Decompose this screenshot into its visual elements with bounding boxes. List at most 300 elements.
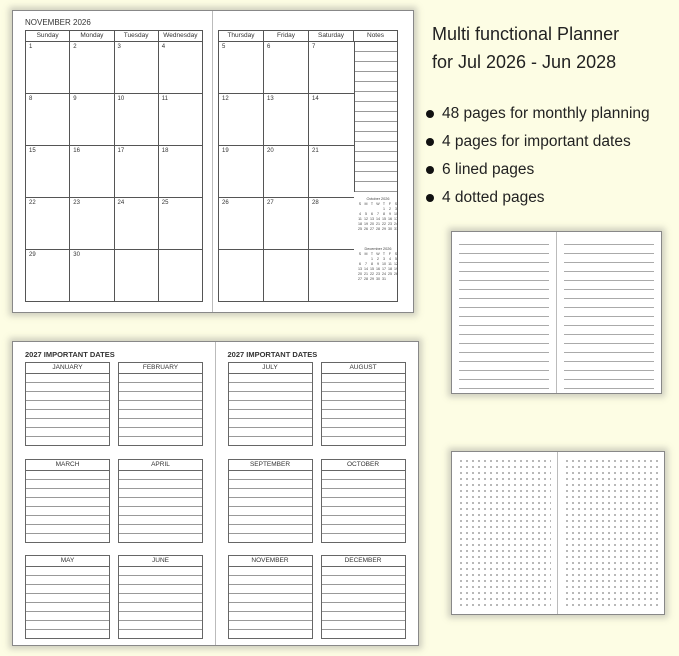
day-cell: 27 [264, 198, 309, 249]
day-cell: 21 [312, 148, 319, 154]
month-line [26, 576, 109, 585]
bullet-dot-icon [426, 138, 434, 146]
mini-calendar-day: 20 [370, 222, 374, 226]
month-line [26, 480, 109, 489]
month-line [322, 392, 405, 401]
lined-right-page [557, 232, 662, 393]
mini-calendar-day [393, 277, 399, 282]
week-row [219, 250, 354, 302]
weekday-label: Friday [264, 31, 309, 41]
mini-calendar-weekday: T [370, 252, 374, 256]
mini-calendar-day: 18 [358, 222, 362, 226]
mini-calendar-day: 12 [364, 217, 368, 221]
mini-calendar-day: 15 [382, 217, 386, 221]
mini-calendar-day: 27 [370, 227, 374, 231]
mini-calendar-day: 1 [383, 207, 385, 211]
day-cell: 20 [264, 146, 309, 197]
month-line [229, 594, 312, 603]
ruled-line [564, 236, 655, 245]
month-line [322, 383, 405, 392]
notes-line [355, 82, 397, 92]
ruled-line [564, 335, 655, 344]
notes-line [355, 62, 397, 72]
ruled-line [459, 272, 549, 281]
mini-calendar-day: 5 [395, 257, 397, 261]
month-line [119, 437, 202, 446]
notes-line [355, 142, 397, 152]
month-line [26, 374, 109, 383]
mini-calendar-title: October 2026 [366, 197, 390, 201]
month-line [26, 630, 109, 639]
mini-calendar-weekday: T [370, 202, 374, 206]
ruled-line [564, 371, 655, 380]
headline-line-2: for Jul 2026 - Jun 2028 [432, 52, 617, 72]
mini-calendar-day: 16 [376, 267, 380, 271]
notes-line [355, 172, 397, 182]
feature-text: 48 pages for monthly planning [442, 105, 650, 122]
mini-calendar-day: 28 [376, 227, 380, 231]
mini-calendar-day: 25 [388, 272, 392, 276]
day-cell: 7 [312, 44, 316, 50]
week-row [26, 250, 202, 302]
month-line [322, 498, 405, 507]
ruled-line [564, 272, 655, 281]
ruled-line [564, 380, 655, 389]
week-row [219, 42, 354, 94]
month-line [229, 419, 312, 428]
day-cell: 1 [26, 42, 70, 93]
mini-calendar-day: 21 [376, 222, 380, 226]
week-row [26, 94, 202, 146]
month-line [322, 585, 405, 594]
month-line [322, 576, 405, 585]
mini-calendar-day: 14 [376, 217, 380, 221]
month-line [322, 401, 405, 410]
important-dates-left-page [13, 342, 216, 645]
month-line [229, 585, 312, 594]
ruled-line [564, 299, 655, 308]
ruled-line [459, 371, 549, 380]
mini-calendar-day: 19 [364, 222, 368, 226]
month-line [119, 594, 202, 603]
month-line [229, 392, 312, 401]
headline-line-1: Multi functional Planner [432, 24, 620, 44]
mini-calendar-day: 26 [364, 227, 368, 231]
ruled-line [459, 245, 549, 254]
month-box [321, 459, 406, 543]
month-line [119, 534, 202, 543]
mini-calendar-day: 14 [364, 267, 368, 271]
calendar-right-page [213, 11, 413, 312]
month-name: APRIL [119, 460, 202, 471]
month-line [119, 410, 202, 419]
month-line [119, 428, 202, 437]
notes-line [355, 182, 397, 192]
month-name: SEPTEMBER [229, 460, 312, 471]
day-cell [309, 250, 354, 301]
ruled-line [564, 326, 655, 335]
mini-calendar-day: 28 [364, 277, 368, 281]
mini-calendar-weekday: T [382, 252, 386, 256]
mini-calendar-weekday: W [376, 252, 380, 256]
day-cell: 2 [70, 42, 114, 93]
week-row [26, 42, 202, 94]
weekday-label: Saturday [309, 31, 354, 41]
mini-calendar-day: 12 [394, 262, 398, 266]
important-dates-right-page [216, 342, 419, 645]
month-line [229, 621, 312, 630]
mini-calendar-day: 6 [359, 262, 361, 266]
ruled-line [564, 245, 655, 254]
ruled-line [459, 236, 549, 245]
mini-calendar-day: 15 [370, 267, 374, 271]
month-line [229, 410, 312, 419]
month-line [26, 410, 109, 419]
month-line [26, 437, 109, 446]
mini-calendar-day: 25 [358, 227, 362, 231]
month-line [26, 498, 109, 507]
day-cell: 6 [264, 42, 309, 93]
lined-area-left [459, 236, 549, 389]
mini-calendar-day: 21 [364, 272, 368, 276]
mini-calendar-day: 2 [377, 257, 379, 261]
month-line [322, 621, 405, 630]
month-line [322, 603, 405, 612]
ruled-line [564, 281, 655, 290]
calendar-spread [12, 10, 414, 313]
bullet-dot-icon [426, 110, 434, 118]
mini-calendar-day: 31 [394, 227, 398, 231]
day-cell: 5 [219, 42, 264, 93]
mini-calendar-day: 23 [376, 272, 380, 276]
day-cell: 25 [161, 200, 169, 206]
mini-calendar-day: 29 [382, 227, 386, 231]
mini-calendar-day: 3 [383, 257, 385, 261]
ruled-line [459, 362, 549, 371]
day-cell [115, 250, 159, 302]
ruled-line [459, 299, 549, 308]
month-box [25, 362, 110, 446]
month-line [26, 594, 109, 603]
month-line [119, 516, 202, 525]
mini-calendar-day: 19 [394, 267, 398, 271]
month-line [322, 630, 405, 639]
month-line [229, 603, 312, 612]
month-name: JUNE [119, 556, 202, 567]
month-line [119, 630, 202, 639]
week-row [219, 94, 354, 146]
month-line [119, 498, 202, 507]
feature-text: 4 pages for important dates [442, 133, 631, 150]
mini-calendar-weekday: S [394, 202, 398, 206]
bullet-dot-icon [426, 194, 434, 202]
day-cell: 3 [115, 42, 159, 93]
month-line [322, 410, 405, 419]
ruled-line [459, 380, 549, 389]
month-line [26, 525, 109, 534]
calendar-left-page [13, 11, 213, 312]
notes-line [355, 112, 397, 122]
mini-calendar-day: 9 [377, 262, 379, 266]
month-line [119, 603, 202, 612]
dotted-area-left [458, 458, 551, 608]
month-line [26, 534, 109, 543]
ruled-line [459, 281, 549, 290]
mini-calendar-day: 18 [388, 267, 392, 271]
weekday-header-row [26, 31, 202, 42]
month-line [26, 516, 109, 525]
dotted-pages-preview [451, 451, 665, 615]
mini-calendar-day: 24 [382, 272, 386, 276]
day-cell: 28 [312, 200, 319, 206]
mini-calendar-day: 17 [382, 267, 386, 271]
lined-left-page [452, 232, 557, 393]
day-cell: 8 [26, 94, 70, 145]
weekday-label: Monday [70, 31, 114, 41]
month-line [229, 525, 312, 534]
month-line [26, 603, 109, 612]
month-box [25, 459, 110, 543]
month-box [321, 555, 406, 639]
dotted-left-page [452, 452, 558, 614]
mini-calendar-day: 5 [365, 212, 367, 216]
dotted-right-page [558, 452, 664, 614]
mini-calendar-day: 20 [358, 272, 362, 276]
month-line [119, 576, 202, 585]
mini-calendar [357, 197, 399, 232]
notes-line [355, 92, 397, 102]
notes-line [355, 72, 397, 82]
month-line [119, 489, 202, 498]
notes-line [355, 42, 397, 52]
month-name: NOVEMBER [229, 556, 312, 567]
mini-calendar [357, 247, 399, 282]
calendar-title: NOVEMBER 2026 [25, 18, 91, 27]
mini-calendar-weekday: S [358, 202, 362, 206]
day-cell [264, 250, 309, 301]
mini-calendar-weekday: T [382, 202, 386, 206]
weekday-label: Sunday [26, 31, 70, 41]
mini-calendar-day: 1 [371, 257, 373, 261]
ruled-line [459, 353, 549, 362]
month-line [322, 437, 405, 446]
month-line [322, 567, 405, 576]
notes-label: Notes [367, 32, 384, 39]
mini-calendar-day: 2 [389, 207, 391, 211]
month-name: AUGUST [322, 363, 405, 374]
notes-column [354, 42, 397, 192]
month-line [322, 480, 405, 489]
mini-calendar-day: 6 [371, 212, 373, 216]
mini-calendar-day: 8 [371, 262, 373, 266]
month-line [322, 374, 405, 383]
month-line [119, 507, 202, 516]
feature-item [424, 156, 650, 184]
month-line [322, 419, 405, 428]
month-line [229, 507, 312, 516]
notes-line [355, 122, 397, 132]
mini-calendar-day: 16 [388, 217, 392, 221]
month-line [229, 480, 312, 489]
month-line [26, 471, 109, 480]
month-line [119, 585, 202, 594]
mini-calendar-day: 11 [388, 262, 392, 266]
month-line [229, 516, 312, 525]
weekday-label: Tuesday [115, 31, 159, 41]
month-line [26, 489, 109, 498]
ruled-line [459, 317, 549, 326]
month-line [119, 374, 202, 383]
mini-calendar-day: 30 [376, 277, 380, 281]
day-cell: 18 [161, 148, 169, 154]
month-name: JANUARY [26, 363, 109, 374]
ruled-line [564, 353, 655, 362]
month-line [119, 525, 202, 534]
month-line [119, 401, 202, 410]
month-line [322, 489, 405, 498]
month-line [322, 428, 405, 437]
ruled-line [459, 335, 549, 344]
month-line [229, 401, 312, 410]
ruled-line [564, 254, 655, 263]
month-line [322, 471, 405, 480]
month-line [26, 392, 109, 401]
notes-line [355, 152, 397, 162]
ruled-line [564, 317, 655, 326]
mini-calendar-title: December 2026 [364, 247, 392, 251]
month-name: OCTOBER [322, 460, 405, 471]
month-line [119, 419, 202, 428]
important-dates-spread [12, 341, 419, 646]
ruled-line [564, 344, 655, 353]
week-row [219, 146, 354, 198]
mini-calendar-day: 31 [382, 277, 386, 281]
lined-pages-preview [451, 231, 662, 394]
month-line [229, 612, 312, 621]
mini-calendar-day: 24 [394, 222, 398, 226]
day-cell: 13 [264, 94, 309, 145]
mini-calendar-day: 27 [358, 277, 362, 281]
bullet-dot-icon [426, 166, 434, 174]
month-line [229, 576, 312, 585]
month-line [26, 612, 109, 621]
important-dates-left-title: 2027 IMPORTANT DATES [25, 350, 115, 359]
mini-calendar-weekday: F [388, 202, 392, 206]
day-cell: 22 [26, 198, 70, 249]
month-box [118, 555, 203, 639]
mini-calendar-day: 29 [370, 277, 374, 281]
mini-calendar-day: 22 [382, 222, 386, 226]
feature-item [424, 128, 650, 156]
day-cell: 17 [115, 146, 159, 197]
weekday-header-row [219, 31, 397, 42]
feature-list [424, 100, 650, 212]
calendar-right-grid [218, 30, 398, 302]
month-name: JULY [229, 363, 312, 374]
month-line [26, 507, 109, 516]
mini-calendar-week [357, 227, 399, 232]
weekday-label: Thursday [219, 31, 264, 41]
day-cell: 4 [161, 44, 166, 50]
month-line [229, 534, 312, 543]
mini-calendar-day: 17 [394, 217, 398, 221]
month-box [25, 555, 110, 639]
mini-calendar-day: 4 [389, 257, 391, 261]
lined-area-right [564, 236, 655, 389]
calendar-left-grid [25, 30, 203, 302]
mini-calendar-day: 9 [389, 212, 391, 216]
month-line [119, 612, 202, 621]
mini-calendar-day: 13 [370, 217, 374, 221]
month-line [26, 428, 109, 437]
mini-calendar-day: 10 [382, 262, 386, 266]
mini-calendar-day: 22 [370, 272, 374, 276]
month-box [118, 362, 203, 446]
mini-calendar-weekday: S [358, 252, 362, 256]
notes-line [355, 132, 397, 142]
month-line [119, 383, 202, 392]
month-line [322, 516, 405, 525]
mini-calendar-day: 11 [358, 217, 362, 221]
month-line [229, 437, 312, 446]
day-cell: 12 [219, 94, 264, 145]
month-name: FEBRUARY [119, 363, 202, 374]
day-cell: 16 [70, 146, 114, 197]
mini-calendar-day: 30 [388, 227, 392, 231]
ruled-line [564, 308, 655, 317]
notes-line [355, 52, 397, 62]
month-line [229, 489, 312, 498]
month-line [26, 401, 109, 410]
ruled-line [459, 308, 549, 317]
month-line [229, 383, 312, 392]
day-cell: 26 [219, 198, 264, 249]
day-cell: 19 [219, 146, 264, 197]
mini-calendar-day: 8 [383, 212, 385, 216]
day-cell: 15 [26, 146, 70, 197]
mini-calendar-weekday: M [364, 202, 368, 206]
day-cell: 10 [115, 94, 159, 145]
month-line [119, 392, 202, 401]
mini-calendar-day: 3 [395, 207, 397, 211]
week-row [219, 198, 354, 250]
notes-line [355, 162, 397, 172]
ruled-line [459, 263, 549, 272]
ruled-line [564, 290, 655, 299]
month-box [228, 555, 313, 639]
mini-calendar-day: 13 [358, 267, 362, 271]
feature-item [424, 100, 650, 128]
week-row [26, 146, 202, 198]
month-line [26, 419, 109, 428]
mini-calendar-day: 7 [365, 262, 367, 266]
month-line [229, 567, 312, 576]
month-line [322, 507, 405, 516]
month-name: MARCH [26, 460, 109, 471]
mini-calendar-day: 4 [359, 212, 361, 216]
ruled-line [564, 263, 655, 272]
day-cell: 14 [312, 96, 319, 102]
dotted-area-right [564, 458, 658, 608]
month-box [228, 362, 313, 446]
mini-calendar-day: 23 [388, 222, 392, 226]
month-line [119, 567, 202, 576]
ruled-line [459, 344, 549, 353]
month-line [119, 621, 202, 630]
day-cell: 30 [70, 250, 114, 302]
feature-item [424, 184, 650, 212]
ruled-line [459, 290, 549, 299]
